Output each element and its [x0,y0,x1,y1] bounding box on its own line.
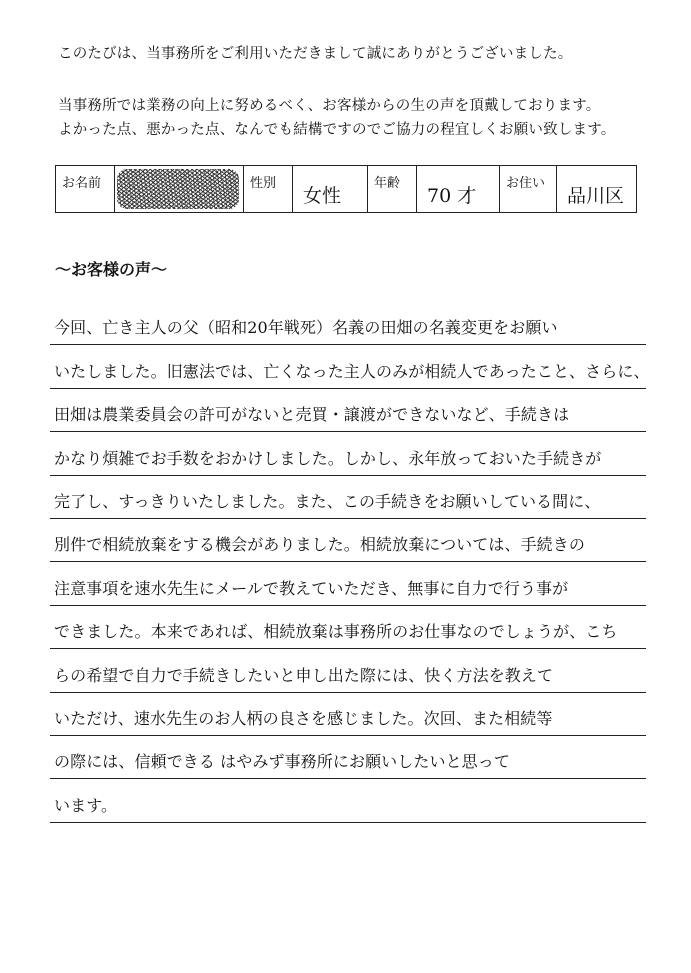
voice-line [50,476,646,519]
voice-line-text: いただけ、速水先生のお人柄の良さを感じました。次回、また相続等 [54,708,553,728]
gender-value: 女性 [293,166,368,213]
voice-line [50,302,646,345]
name-value-redacted [115,166,244,213]
request-text-line-1: 当事務所では業務の向上に努めるべく、お客様からの生の声を頂戴しております。 [58,98,601,114]
voice-line-text: できました。本来であれば、相続放棄は事務所のお仕事なのでしょうが、こち [54,622,618,642]
voice-line [50,736,646,779]
customer-info-table [55,165,637,213]
voice-line [50,345,650,388]
age-label: 年齢 [368,166,417,213]
age-value: 70 才 [417,166,500,213]
voice-line-text: 別件で相続放棄をする機会がありました。相続放棄については、手続きの [54,535,585,555]
voice-line-text: 今回、亡き主人の父（昭和20年戦死）名義の田畑の名義変更をお願い [54,318,558,338]
voice-line-text: らの希望で自力で手続きしたいと申し出た際には、快く方法を教えて [54,665,554,685]
voice-line [50,779,646,822]
address-label: お住い [500,166,557,213]
voice-heading: ～お客様の声～ [55,260,168,279]
voice-line [50,693,646,736]
voice-line-text: の際には、信頼できる はやみず事務所にお願いしたいと思って [54,752,510,772]
gender-label: 性別 [244,166,293,213]
voice-line [50,432,646,475]
thanks-text: このたびは、当事務所をご利用いただきまして誠にありがとうございました。 [58,46,573,62]
voice-line [50,606,646,649]
voice-line-text: いたしました。旧憲法では、亡くなった主人のみが相続人であったこと、さらに、 [54,361,650,381]
voice-line [50,649,646,692]
voice-line-text: 田畑は農業委員会の許可がないと売買・譲渡ができないなど、手続きは [54,405,570,425]
redaction-scribble [117,169,239,209]
voice-line [50,562,646,605]
voice-line [50,519,646,562]
voice-line-text: かなり煩雑でお手数をおかけしました。しかし、永年放っておいた手続きが [54,448,602,468]
request-text-line-2: よかった点、悪かった点、なんでも結構ですのでご協力の程宜しくお願い致します。 [58,122,616,138]
name-label: お名前 [56,166,115,213]
voice-line [50,389,646,432]
voice-line-text: 完了し、すっきりいたしました。また、この手続きをお願いしている間に、 [54,491,601,511]
voice-line-text: 注意事項を速水先生にメールで教えていただき、無事に自力で行う事が [54,578,569,598]
voice-line-text: います。 [54,795,118,815]
address-value: 品川区 [557,166,637,213]
customer-voice-body [50,302,650,823]
